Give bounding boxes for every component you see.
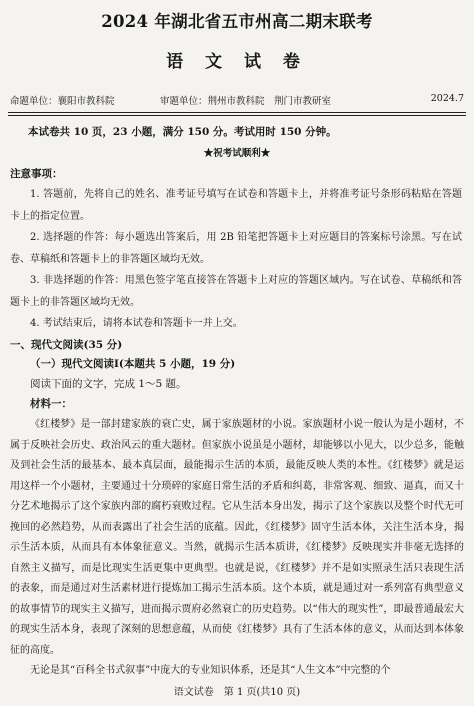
note-item: 2. 选择题的作答：每小题选出答案后，用 2B 铅笔把答题卡上对应题目的答案标号涂黑。写在试卷、草稿纸和答题卡上的非答题区域均无效。 (10, 232, 462, 265)
notes-heading: 注意事项： (10, 168, 63, 180)
section-heading: 一、现代文阅读(35 分) (10, 339, 123, 351)
exam-subtitle: 语 文 试 卷 (166, 52, 308, 72)
reviewer-info: 审题单位：荆州市教科院 荆门市教研室 (160, 96, 332, 107)
good-luck-line: ★祝考试顺利★ (203, 148, 271, 159)
material-paragraph: 无论是其“百科全书式叙事”中庞大的专业知识体系，还是其“人生文本”中完整的个 (30, 665, 391, 676)
exam-title: 2024 年湖北省五市州高二期末联考 (101, 12, 373, 31)
note-item: 3. 非选择题的作答：用黑色签字笔直接答在答题卡上对应的答题区域内。写在试卷、草稿纸和答题卡上的非答题区域均无效。 (10, 275, 462, 308)
exam-summary: 本试卷共 10 页，23 小题，满分 150 分。考试用时 150 分钟。 (28, 126, 337, 138)
subsection-heading: （一）现代文阅读Ⅰ(本题共 5 小题，19 分) (30, 358, 236, 370)
page-footer: 语文试卷 第 1 页(共10 页) (173, 687, 301, 698)
material-text (10, 415, 464, 682)
reading-instruction: 阅读下面的文字，完成 1～5 题。 (30, 378, 187, 390)
note-item: 1. 答题前，先将自己的姓名、准考证号填写在试卷和答题卡上，并将准考证号条形码粘贴在答题卡上的指定位置。 (10, 189, 462, 222)
proposer-info: 命题单位：襄阳市教科院 (10, 96, 115, 107)
exam-date: 2024.7 (430, 93, 464, 104)
note-item: 4. 考试结束后，请将本试卷和答题卡一并上交。 (30, 318, 243, 329)
header-rule-thick (8, 112, 466, 113)
exam-meta (10, 93, 464, 107)
material-paragraph: 《红楼梦》是一部封建家族的衰亡史，属于家族题材的小说。家族题材小说一般认为是小题材，不属于反映社会历史、政治风云的重大题材。但家族小说虽是小题材，却能够以小见大，以少总多，能触及到社会生活的最基本、最本真层面，最能揭示生活的本质，最能反映人类的本性。《红楼梦》就是运用这样一个小题材，主要通过十分琐碎的家庭日常生活的矛盾和纠葛，非常客观、细致、逼真，而又十分艺术地揭示了这个家族内部的腐朽衰败过程。它从生活本身出发，揭示了这个家族以及整个时代无可挽回的必然趋势，从而表露出了社会生活的底蕴。因此，《红楼梦》固守生活本体，关注生活本身，揭示生活本质，从而具有本体象征意义。当然，就揭示生活本质讲，《红楼梦》反映现实并非毫无选择的自然主义描写，而是比现实生活更集中更典型。也就是说，《红楼梦》并不是如实照录生活只表现生活的表象，而是通过对生活素材进行提炼加工揭示生活本质。这个本质，就是通过对一系列富有典型意义的故事情节的现实主义描写，进而揭示贾府必然衰亡的历史趋势。以“伟大的现实性”，即最普通最宏大的现实生活本身，表现了深刻的思想意蕴，从而使《红楼梦》具有了生活本体的意义，从而达到本体象征的高度。 (10, 419, 464, 656)
notes-list (10, 184, 462, 335)
header-rule-thin (8, 115, 466, 116)
material-label: 材料一： (30, 398, 72, 410)
